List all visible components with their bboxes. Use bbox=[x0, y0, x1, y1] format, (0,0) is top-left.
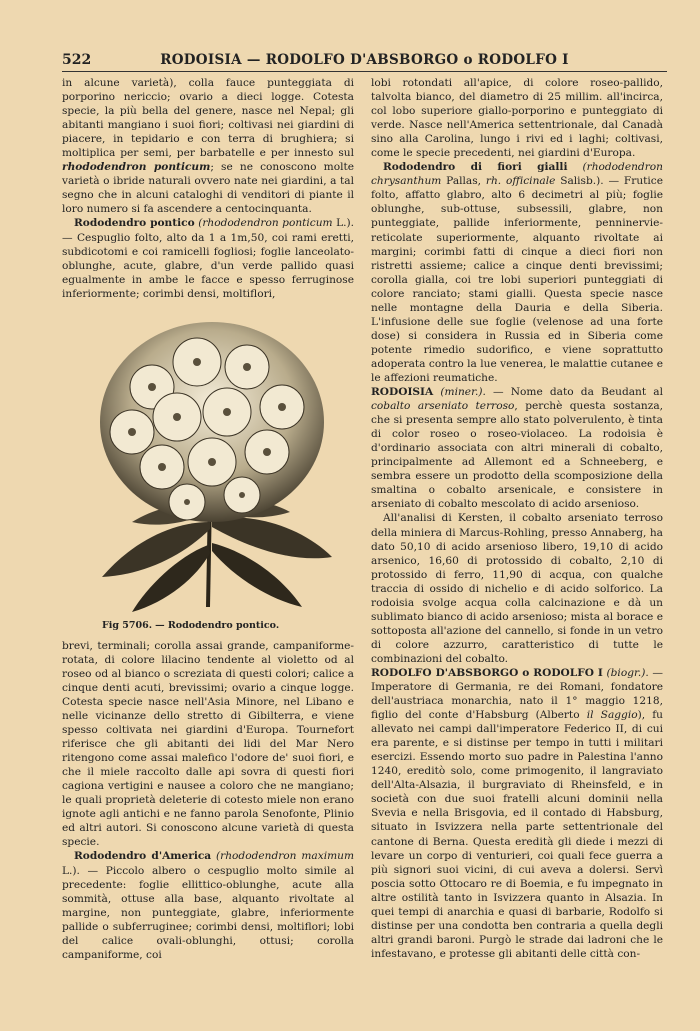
entry-rodoisia: RODOISIA (miner.). — Nome dato da Beudant al cobalto arseniato terroso, perchè questa sostanza, che si presenta sempre allo stato polverulento, è tinta di color roseo o roseo-violaceo. La rodoisia è d'ordinario associata con altri minerali di cobalto, principalmente ad Allemont ed a Schneeberg, e sembra essere un prodotto della scomposizione della smaltina o cobalto arsenicale, e consistere in arseniato di cobalto mescolato di acido arsenioso. bbox=[371, 386, 664, 511]
figure-caption: Fig 5706. — Rododendro pontico. bbox=[102, 619, 280, 631]
paragraph: All'analisi di Kersten, il cobalto arseniato terroso della miniera di Marcus-Rohling, presso Annaberg, ha dato 50,10 di acido arsenioso libero, 19,10 di acido arsenico, 16,60 di protossido di cobalto, 2,10 di protossido di ferro, 11,90 di acqua, con qualche traccia di ossido di nichelio e di acido solforico. La rodoisia svolge acqua colla calcinazione e dà un sublimato bianco di acido arsenioso; mista al borace e sottoposta all'azione del cannello, si fonde in un vetro di colore azzurro, caratteristico di tutte le combinazioni del cobalto. bbox=[371, 512, 663, 665]
running-header bbox=[62, 50, 667, 72]
right-column bbox=[371, 76, 663, 961]
entry-rodolfo: RODOLFO D'ABSBORGO o RODOLFO I (biogr.). — Imperatore di Germania, re dei Romani, fondatore dell'austriaca monarchia, nato il 1° maggio 1218, figlio del conte d'Habsburg (Alberto il Saggio), fu allevato nei campi dall'imperatore Federico II, di cui era parente, e si distinse per tempo in tutti i militari esercizi. Essendo morto suo padre in Palestina l'anno 1240, ereditò solo, come primogenito, il langraviato dell'Alta-Alsazia, il burgraviato di Rheinsfeld, e in società con due suoi fratelli alcuni dominii nella Svevia e nella Brisgovia, ed il contado di Habsburg, situato in Isvizzera nella parte settentrionale del cantone di Berna. Questa eredità gli diede i mezzi di levare un corpo di venturieri, coi quali fece guerra a più signori suoi vicini, di cui aveva a dolersi. Servì poscia sotto Ottocaro re di Boemia, e fu impegnato in altre ostilità tanto in Isvizzera quanto in Alsazia. In quei tempi di anarchia e quasi di barbarie, Rodolfo si distinse per una condotta ben contraria a quella degli altri grandi baroni. Purgò le strade dai ladroni che le infestavano, e protesse gli abitanti delle città con- bbox=[371, 666, 663, 960]
left-column bbox=[62, 76, 354, 962]
header-rule bbox=[62, 71, 667, 72]
entry-rododendro-fiori-gialli: Rododendro di fiori gialli (rhododendron chrysanthum Pallas, rh. officinale Salisb.). — Frutice folto, affatto glabro, alto 6 decimetri al più; foglie oblunghe, sub-ottuse, subsessili, glabre, non punteggiate, pallide inferiormente, penninervie-reticolate superiormente, alquanto rivoltate ai margini; corimbi fatti di cinque a dieci fiori non ristretti assieme; calice a cinque denti brevissimi; corolla gialla, coi tre lobi superiori punteggiati di colore ranciato; stami gialli. Questa specie nasce nelle montagne della Dauria e della Siberia. L'infusione delle sue foglie (velenose ad una forte dose) si considera in Russia ed in Siberia come potente rimedio sudorifico, e viene soprattutto adoperata contro la lue venerea, le malattie cutanee e le affezioni reumatiche. bbox=[371, 161, 663, 384]
flower-engraving-icon bbox=[62, 307, 354, 617]
paragraph: brevi, terminali; corolla assai grande, campaniforme-rotata, di colore lilacino tendente al violetto od al roseo od al bianco o screziata di questi colori; calice a cinque denti acuti, brevissimi; ovario a cinque logge. Cotesta specie nasce nell'Asia Minore, nel Libano e nelle vicinanze dello stretto di Gibilterra, e viene spesso coltivata nei giardini d'Europa. Tournefort riferisce che gli abitanti dei lidi del Mar Nero ritengono come assai malefico l'odore de' suoi fiori, e che il miele raccolto dalle api sovra di questi fiori cagiona vertigini e nausee a coloro che ne mangiano; le quali proprietà deleterie di cotesto miele non erano ignote agli antichi e ne fanno parola Senofonte, Plinio ed altri autori. Si conoscono alcune varietà di questa specie. bbox=[62, 639, 354, 849]
paragraph: lobi rotondati all'apice, di colore roseo-pallido, talvolta bianco, del diametro di 25 millim. all'incirca, col lobo superiore giallo-porporino e punteggiato di verde. Nasce nell'America settentrionale, dal Canadà sino alla Carolina, lungo i rivi ed i laghi; coltivasi, come le specie precedenti, nei giardini d'Europa. bbox=[371, 77, 663, 160]
entry-rododendro-pontico: Rododendro pontico (rhododendron ponticum L.). — Cespuglio folto, alto da 1 a 1m,50, coi rami eretti, subdicotomi e coi ramicelli fogliosi; foglie lanceolato-oblunghe, acute, glabre, d'un verde pallido quasi egualmente in ambe le facce e spesso ferruginose inferiormente; corimbi densi, moltiflori, bbox=[62, 217, 354, 300]
paragraph: in alcune varietà), colla fauce punteggiata di porporino nericcio; ovario a dieci logge. Cotesta specie, la più bella del genere, nasce nel Nepal; gli abitanti mangiano i suoi fiori; coltivasi nei giardini di piacere, in tepidario e con terra di brughiera; si moltiplica per semi, per barbatelle e per innesto sul rhododendron ponticum; se ne conoscono molte varietà o ibride naturali ovvero nate nei giardini, a tal segno che in alcuni cataloghi di venditori di piante il loro numero si fa ascendere a centocinquanta. bbox=[62, 77, 355, 216]
running-title: RODOISIA — RODOLFO D'ABSBORGO o RODOLFO I bbox=[160, 52, 569, 68]
entry-rododendro-america: Rododendro d'America (rhododendron maximum L.). — Piccolo albero o cespuglio molto simile al precedente: foglie ellittico-oblunghe, acute alla sommità, ottuse alla base, alquanto rivoltate al margine, non punteggiate, glabre, inferiormente pallide o subferruginee; corimbi densi, moltiflori; lobi del calice ovali-oblunghi, ottusi; corolla campaniforme, coi bbox=[62, 850, 354, 961]
page-number: 522 bbox=[62, 52, 92, 68]
rhododendron-illustration bbox=[62, 307, 354, 635]
